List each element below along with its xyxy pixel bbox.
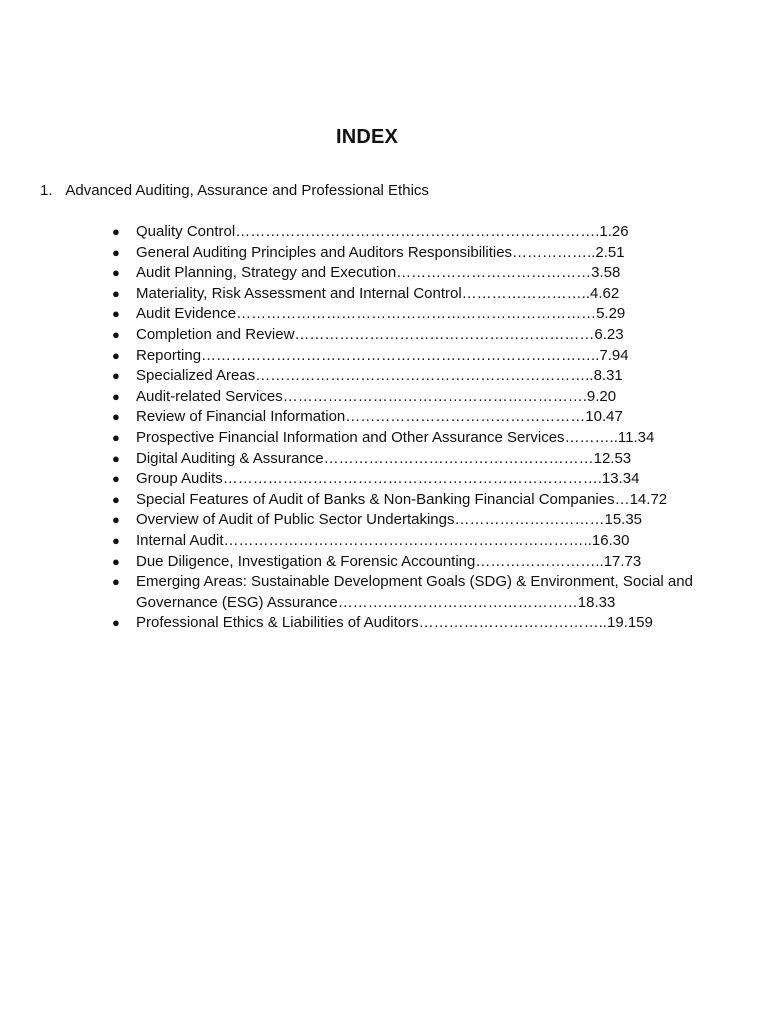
- toc-item-professional-ethics: [110, 613, 696, 634]
- toc-item-label: Audit-related Services…………………………………………………….9.20: [136, 387, 617, 405]
- toc-item-internal-audit: [110, 531, 696, 552]
- section-number: 1.: [40, 182, 53, 199]
- toc-item-label: Reporting……………………………………………………………………..7.94: [136, 346, 629, 364]
- bullet-icon: ●: [112, 491, 120, 507]
- toc-item-label: Audit Evidence………………………………………………………………5.29: [136, 305, 626, 323]
- toc-item-label: Internal Audit………………………………………………………………..16.30: [136, 531, 630, 549]
- toc-item-label: Materiality, Risk Assessment and Internal Control……………………..4.62: [136, 284, 620, 302]
- toc-item-label: Emerging Areas: Sustainable Development Goals (SDG) & Environment, Social and Governance (ESG) Assurance…………………………………………18.33: [136, 573, 693, 611]
- toc-item-group-audits: [110, 469, 696, 490]
- toc-item-general-auditing-principles: [110, 243, 696, 264]
- bullet-icon: ●: [112, 429, 120, 445]
- bullet-icon: ●: [112, 306, 120, 322]
- bullet-icon: ●: [112, 471, 120, 487]
- toc-item-completion-review: [110, 325, 696, 346]
- toc-item-reporting: [110, 346, 696, 367]
- bullet-icon: ●: [112, 285, 120, 301]
- toc-item-label: Completion and Review……………………………………………………6.23: [136, 325, 624, 343]
- toc-item-label: Special Features of Audit of Banks & Non-Banking Financial Companies…14.72: [136, 490, 668, 508]
- toc-item-audit-evidence: [110, 304, 696, 325]
- toc-item-digital-auditing: [110, 449, 696, 470]
- toc-item-specialized-areas: [110, 366, 696, 387]
- bullet-icon: ●: [112, 347, 120, 363]
- toc-item-label: Digital Auditing & Assurance………………………………………………12.53: [136, 449, 632, 467]
- toc-item-audit-of-banks: [110, 490, 696, 511]
- toc-item-emerging-areas: [110, 572, 696, 613]
- bullet-icon: ●: [112, 615, 120, 631]
- toc-item-label: Quality Control……………………………………………………………….1.26: [136, 223, 629, 240]
- bullet-icon: ●: [112, 574, 120, 590]
- bullet-icon: ●: [112, 450, 120, 466]
- page-title: INDEX: [335, 126, 399, 149]
- bullet-icon: ●: [112, 512, 120, 528]
- bullet-icon: ●: [112, 224, 120, 239]
- toc-item-materiality: [110, 284, 696, 305]
- bullet-icon: ●: [112, 244, 120, 260]
- toc-item-quality-control: [110, 222, 696, 243]
- bullet-icon: ●: [112, 388, 120, 404]
- toc-item-audit-planning: [110, 263, 696, 284]
- toc-item-label: Overview of Audit of Public Sector Undertakings…………………………15.35: [136, 511, 643, 529]
- toc-item-label: Due Diligence, Investigation & Forensic Accounting……………………..17.73: [136, 552, 642, 570]
- toc-item-due-diligence: [110, 552, 696, 573]
- toc-item-label: Prospective Financial Information and Other Assurance Services………..11.34: [136, 428, 655, 446]
- bullet-icon: ●: [112, 265, 120, 281]
- bullet-icon: ●: [112, 326, 120, 342]
- toc-item-review-financial-information: [110, 407, 696, 428]
- toc-item-label: Specialized Areas…………………………………………………………..8.31: [136, 367, 623, 385]
- section-heading: [40, 182, 429, 199]
- toc-item-public-sector-undertakings: [110, 510, 696, 531]
- bullet-icon: ●: [112, 409, 120, 425]
- toc-item-label: Professional Ethics & Liabilities of Auditors………………………………..19.159: [136, 614, 653, 632]
- toc-item-prospective-financial-information: [110, 428, 696, 449]
- section-title: Advanced Auditing, Assurance and Professional Ethics: [65, 182, 429, 199]
- toc-item-label: Review of Financial Information…………………………………………10.47: [136, 408, 623, 426]
- toc-item-label: General Auditing Principles and Auditors Responsibilities……………..2.51: [136, 243, 625, 261]
- toc-item-audit-related-services: [110, 387, 696, 408]
- toc-item-label: Audit Planning, Strategy and Execution…………………………………3.58: [136, 264, 621, 282]
- bullet-icon: ●: [112, 532, 120, 548]
- toc-list: [110, 222, 696, 634]
- bullet-icon: ●: [112, 553, 120, 569]
- toc-item-label: Group Audits………………………………………………………………….13.34: [136, 470, 640, 488]
- bullet-icon: ●: [112, 368, 120, 384]
